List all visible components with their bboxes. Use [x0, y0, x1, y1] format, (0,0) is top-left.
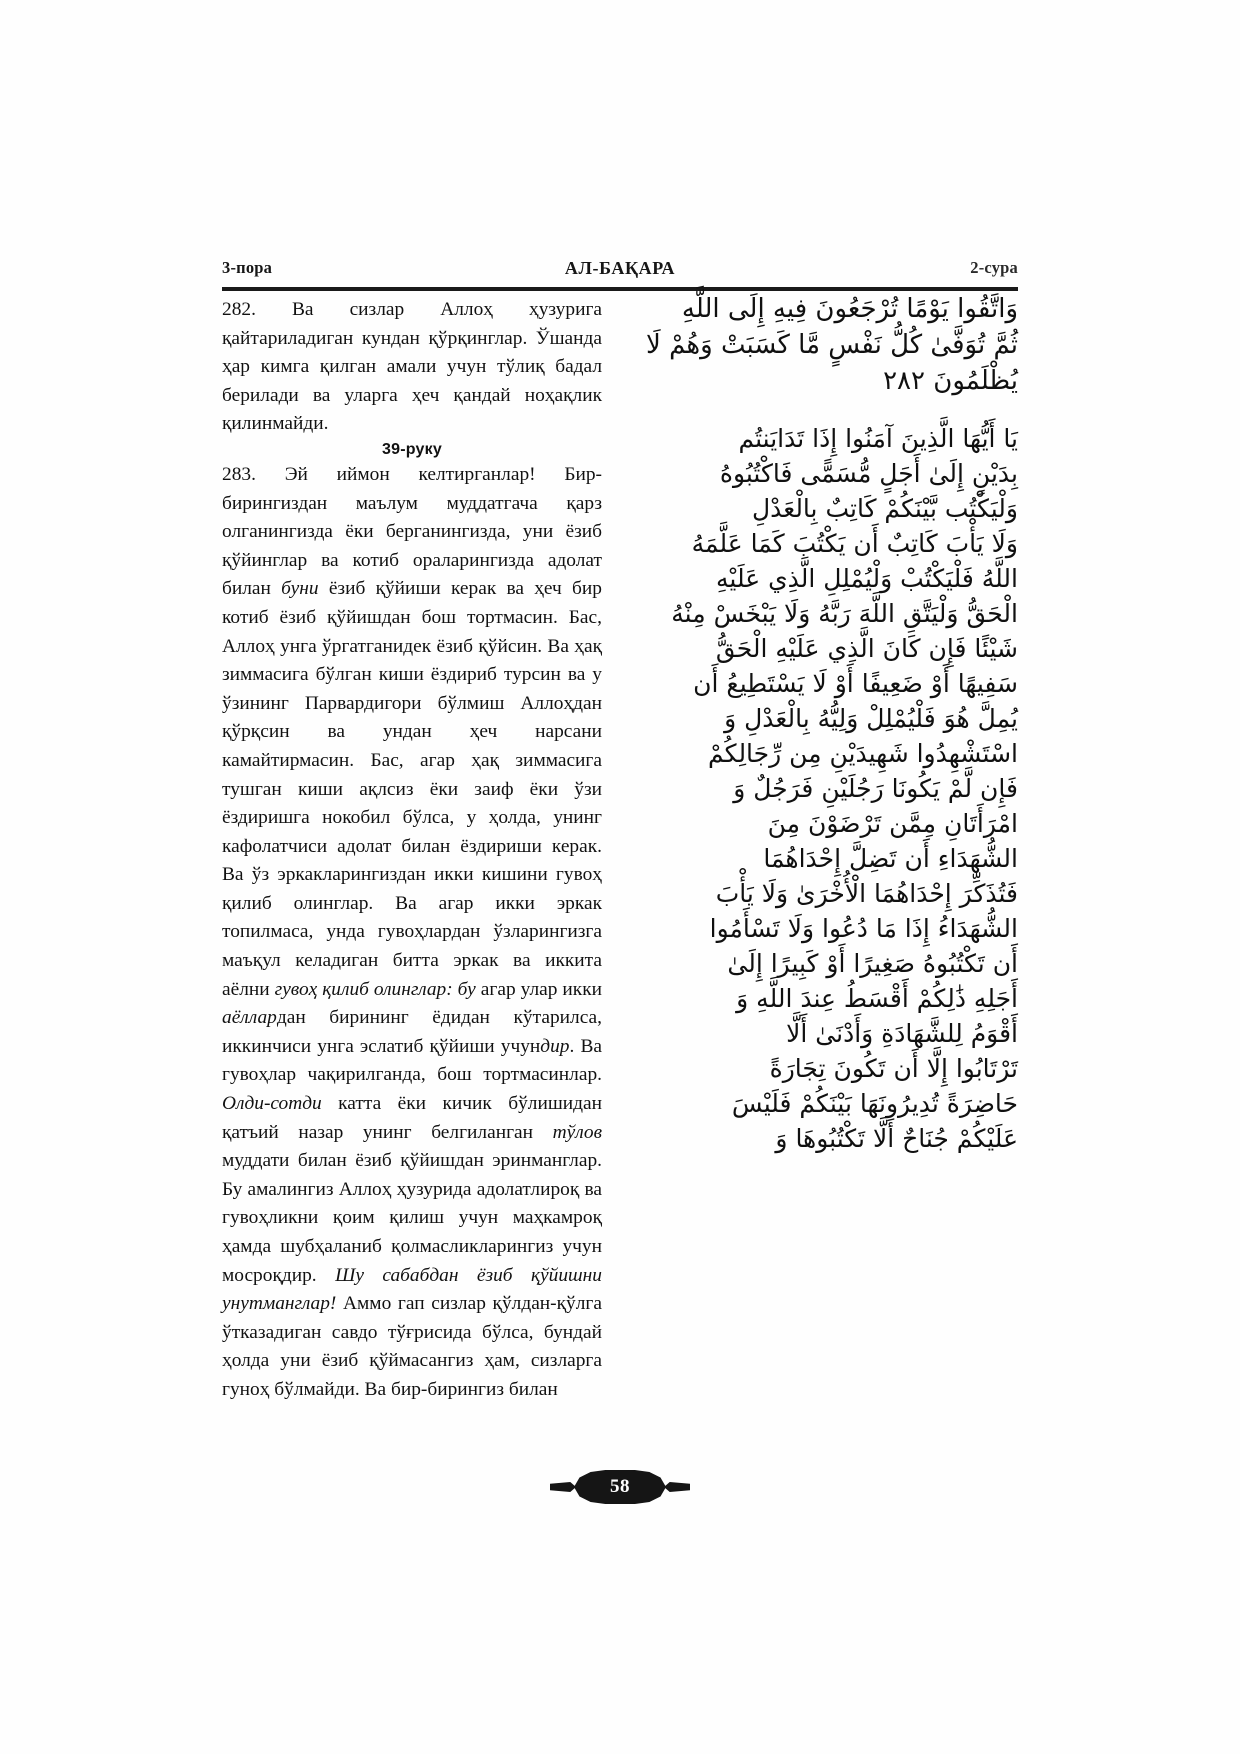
arabic-line: حَاضِرَةً تُدِيرُونَهَا بَيْنَكُمْ فَلَيْسَ [731, 1089, 1018, 1118]
arabic-line: يُمِلَّ هُوَ فَلْيُمْلِلْ وَلِيُّهُ بِالْعَدْلِ وَ [724, 704, 1018, 733]
arabic-line: اسْتَشْهِدُوا شَهِيدَيْنِ مِن رِّجَالِكُمْ [708, 739, 1018, 768]
running-head-surah: АЛ-БАҚАРА [564, 258, 676, 278]
folio-wing-right [664, 1482, 690, 1492]
arabic-column [640, 296, 1018, 1161]
ruku-heading: 39-руку [382, 440, 442, 458]
arabic-verse-283 [640, 426, 1018, 1151]
arabic-line: بِدَيْنٍ إِلَىٰ أَجَلٍ مُّسَمًّى فَاكْتُبُوهُ [719, 459, 1018, 488]
emphasised-phrase: буни [281, 578, 319, 600]
arabic-line: عَلَيْكُمْ جُنَاحٌ أَلَّا تَكْتُبُوهَا وَ [775, 1124, 1018, 1153]
emphasised-phrase: аёллар [222, 1007, 277, 1029]
emphasised-phrase: дир [540, 1035, 570, 1057]
header-rule [222, 287, 1018, 291]
arabic-line: سَفِيهًا أَوْ ضَعِيفًا أَوْ لَا يَسْتَطِيعُ أَن [693, 669, 1018, 698]
running-head [222, 258, 1018, 284]
emphasised-phrase: тўлов [552, 1121, 602, 1143]
emphasised-phrase: Олди-сотди [222, 1093, 322, 1115]
arabic-line: أَجَلِهِ ذَٰلِكُمْ أَقْسَطُ عِندَ اللَّهِ وَ [736, 984, 1018, 1013]
arabic-line: الْحَقُّ وَلْيَتَّقِ اللَّهَ رَبَّهُ وَلَا يَبْخَسْ مِنْهُ [671, 599, 1018, 628]
arabic-line: وَلْيَكْتُب بَّيْنَكُمْ كَاتِبٌ بِالْعَدْلِ [751, 494, 1018, 523]
emphasised-phrase: гувоҳ қилиб олинглар: бу [274, 978, 476, 1000]
arabic-column-gap [640, 404, 1018, 426]
arabic-line: أَن تَكْتُبُوهُ صَغِيرًا أَوْ كَبِيرًا إِلَىٰ [727, 949, 1018, 978]
emphasised-phrase: Шу сабабдан ёзиб қўйишни унутманглар! [222, 1264, 602, 1315]
verse-283-paragraph: 283. Эй иймон келтирганлар! Бир-бирингиздан маълум муддатгача қарз олганингизда ёки берганингизда, уни ёзиб қўйинглар ва котиб ораларингизда адолат билан буни ёзиб қўйиши керак ва ҳеч бир котиб ёзиб қўйишдан бош тортмасин. Бас, Аллоҳ унга ўргатганидек ёзиб қўйсин. Ва ҳақ зиммасига бўлган киши ёздириб турсин ва у ўзининг Парвардигори бўлмиш Аллоҳдан қўрқсин ва ундан ҳеч нарсани камайтирмасин. Бас, агар ҳақ зиммасига тушган киши ақлсиз ёки заиф ёки ўзи ёздиришга нокобил бўлса, у ҳолда, унинг кафолатчиси адолат билан ёздириши керак. Ва ўз эркакларингиздан икки кишини гувоҳ қилиб олинглар. Ва агар икки эркак топилмаса, унда гувоҳлардан ўзларингизга маъқул келадиган битта эркак ва иккита аёлни гувоҳ қилиб олинглар: бу агар улар икки аёллардан бирининг ёдидан кўтарилса, иккинчиси унга эслатиб қўйиши учундир. Ва гувоҳлар чақирилганда, бош тортмасинлар. Олди-сотди катта ёки кичик бўлишидан қатъий назар унинг белгиланган тўлов муддати билан ёзиб қўйишдан эринманглар. Бу амалингиз Аллоҳ ҳузурида адолатлироқ ва гувоҳликни қоим қилиш учун маҳкамроқ ҳамда шубҳаланиб қолмасликларингиз учун мосроқдир. Шу сабабдан ёзиб қўйишни унутманглар! Аммо гап сизлар қўлдан-қўлга ўтказадиган савдо тўғрисида бўлса, бундай ҳолда уни ёзиб қўймасангиз ҳам, сизларга гуноҳ бўлмайди. Ва бир-бирингиз билан [222, 463, 603, 1400]
arabic-verse-282 [640, 296, 1018, 394]
arabic-line: الشُّهَدَاءُ إِذَا مَا دُعُوا وَلَا تَسْأَمُوا [709, 914, 1018, 943]
page-number: 58 [610, 1476, 630, 1497]
arabic-line: تَرْتَابُوا إِلَّا أَن تَكُونَ تِجَارَةً [769, 1054, 1018, 1083]
arabic-line: وَلَا يَأْبَ كَاتِبٌ أَن يَكْتُبَ كَمَا عَلَّمَهُ [691, 529, 1018, 558]
arabic-line: الشُّهَدَاءِ أَن تَضِلَّ إِحْدَاهُمَا [763, 844, 1018, 873]
arabic-line: اللَّهُ فَلْيَكْتُبْ وَلْيُمْلِلِ الَّذِي عَلَيْهِ [716, 564, 1018, 593]
translation-column [222, 296, 602, 1405]
arabic-line: شَيْئًا فَإِن كَانَ الَّذِي عَلَيْهِ الْحَقُّ [715, 634, 1018, 663]
arabic-line: امْرَأَتَانِ مِمَّن تَرْضَوْنَ مِنَ [767, 809, 1018, 838]
running-head-sura-number: 2-сура [970, 258, 1018, 277]
arabic-line: أَقْوَمُ لِلشَّهَادَةِ وَأَدْنَىٰ أَلَّا [786, 1019, 1018, 1048]
arabic-line: وَاتَّقُوا يَوْمًا تُرْجَعُونَ فِيهِ إِلَى اللَّهِ [681, 294, 1018, 324]
verse-282-paragraph: 282. Ва сизлар Аллоҳ ҳузурига қайтариладиган кундан қўрқинглар. Ўшанда ҳар кимга қилган амали учун тўлиқ бадал берилади ва уларга ҳеч қандай ноҳақлик қилинмайди. [222, 299, 602, 435]
two-column-body [222, 296, 1018, 1416]
arabic-line: فَإِن لَّمْ يَكُونَا رَجُلَيْنِ فَرَجُلٌ وَ [733, 774, 1018, 803]
arabic-line: يَا أَيُّهَا الَّذِينَ آمَنُوا إِذَا تَدَايَنتُم [738, 424, 1018, 453]
folio-wing-left [550, 1482, 576, 1492]
arabic-line: ثُمَّ تُوَفَّىٰ كُلُّ نَفْسٍ مَّا كَسَبَتْ وَهُمْ لَا [646, 330, 1018, 360]
page-number-badge [574, 1470, 666, 1504]
arabic-line: يُظْلَمُونَ ٢٨٢ [883, 366, 1018, 396]
arabic-line: فَتُذَكِّرَ إِحْدَاهُمَا الْأُخْرَىٰ وَلَا يَأْبَ [715, 879, 1018, 908]
running-head-juz: 3-пора [222, 258, 273, 277]
